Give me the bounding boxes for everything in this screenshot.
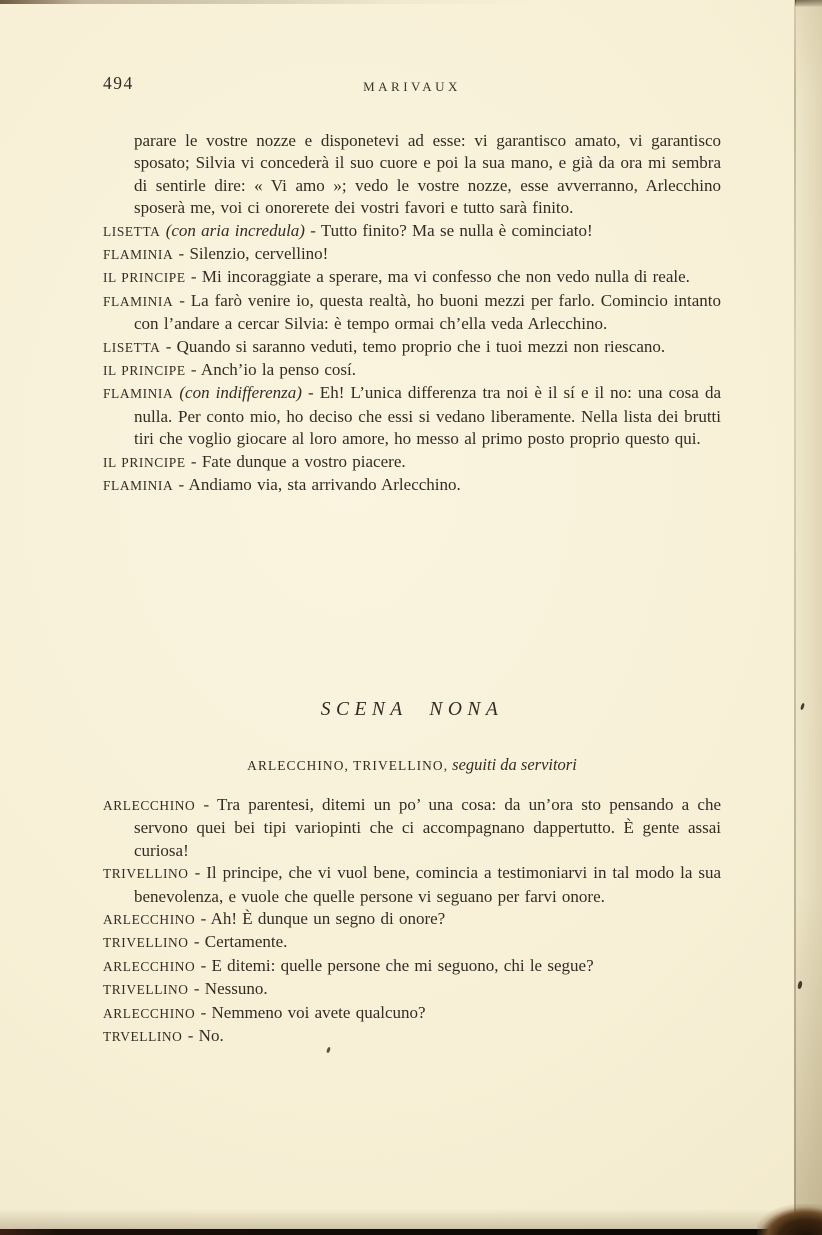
dialogue-paragraph: [103, 908, 721, 931]
cast-names: ARLECCHINO, TRIVELLINO,: [247, 758, 449, 773]
speaker-label: LISETTA: [103, 223, 161, 239]
scan-bottom-shadow: [0, 1209, 822, 1229]
speech-text: - Tutto finito? Ma se nulla è cominciato!: [310, 220, 593, 240]
scan-bottom-edge: [0, 1229, 822, 1235]
scan-top-edge: [0, 0, 822, 4]
page-fold-line: [794, 0, 796, 1235]
speaker-label: TRIVELLINO: [103, 935, 189, 951]
speech-text: - Eh! L’unica differenza tra noi è il sí e il no: una cosa da nulla. Per conto mio, ho deciso che essi si vedano liberamente. Nella lista dei brutti tiri che voglio giocare al loro amore, ho messo al primo posto proprio questo qui.: [134, 383, 721, 449]
speaker-label: IL PRINCIPE: [103, 270, 186, 286]
speaker-label: FLAMINIA: [103, 478, 174, 494]
dialogue-paragraph: [103, 130, 721, 220]
speech-text: - La farò venire io, questa realtà, ho buoni mezzi per farlo. Comincio intanto con l’andare a cercar Silvia: è tempo ormai ch’ella veda Arlecchino.: [134, 290, 721, 334]
speech-text: - Quando si saranno veduti, temo proprio che i tuoi mezzi non riescano.: [165, 336, 666, 356]
dialogue-paragraph: [103, 451, 721, 474]
speaker-label: ARLECCHINO: [103, 958, 196, 974]
dialogue-paragraph: [103, 931, 721, 954]
speech-text: - Ah! È dunque un segno di onore?: [200, 909, 446, 929]
speaker-label: FLAMINIA: [103, 293, 174, 309]
speech-text: - No.: [187, 1026, 224, 1046]
ink-speck: [326, 1047, 331, 1054]
speech-text: - Tra parentesi, ditemi un po’ una cosa: da un’ora sto pensando a che servono quei bei tipi variopinti che ci accompagnano dappertutto. È gente assai curiosa!: [134, 795, 721, 860]
scene-cast-line: [103, 755, 721, 775]
speaker-label: FLAMINIA: [103, 386, 174, 402]
speaker-label: ARLECCHINO: [103, 798, 196, 813]
dialogue-paragraph: [103, 266, 721, 289]
dialogue-paragraph: [103, 1025, 721, 1048]
speaker-label: FLAMINIA: [103, 247, 174, 263]
speech-text: - Il principe, che vi vuol bene, comincia a testimoniarvi in tal modo la sua benevolenza, e vuole che quelle persone vi seguano per farvi onore.: [134, 863, 721, 906]
speech-text: - E ditemi: quelle persone che mi seguono, chi le segue?: [200, 955, 594, 975]
scan-corner-shadow: [757, 1204, 822, 1235]
stage-direction: (con aria incredula): [165, 220, 305, 240]
speech-text: - Andiamo via, sta arrivando Arlecchino.: [178, 475, 461, 495]
dialogue-paragraph: [103, 382, 721, 450]
scene-heading: SCENA NONA: [320, 699, 504, 720]
speaker-label: IL PRINCIPE: [103, 454, 186, 470]
page-number: 494: [103, 73, 134, 93]
dialogue-paragraph: [103, 336, 721, 359]
speaker-label: ARLECCHINO: [103, 1005, 196, 1021]
dialogue-block-scene: [103, 794, 721, 1048]
dialogue-block-act: [103, 130, 721, 498]
page-edge-strip: [796, 0, 822, 1235]
speaker-label: IL PRINCIPE: [103, 363, 186, 379]
speech-text: - Certamente.: [193, 932, 288, 952]
dialogue-paragraph: [103, 794, 721, 862]
dialogue-paragraph: [103, 474, 721, 497]
dialogue-paragraph: [103, 359, 721, 382]
dialogue-paragraph: [103, 978, 721, 1001]
speech-text: - Fate dunque a vostro piacere.: [190, 451, 406, 471]
stage-direction: (con indifferenza): [179, 383, 302, 403]
dialogue-paragraph: [103, 1002, 721, 1025]
speech-text: - Nessuno.: [193, 979, 268, 999]
speech-text: - Mi incoraggiate a sperare, ma vi confesso che non vedo nulla di reale.: [190, 267, 690, 287]
speech-text: - Nemmeno voi avete qualcuno?: [200, 1002, 426, 1022]
speech-text: - Anch’io la penso cosí.: [190, 360, 356, 380]
dialogue-paragraph: [103, 955, 721, 978]
dialogue-paragraph: [103, 220, 721, 243]
running-head: MARIVAUX: [363, 79, 461, 94]
dialogue-paragraph: [103, 243, 721, 266]
speech-text: parare le vostre nozze e disponetevi ad esse: vi garantisco amato, vi garantisco sposato; Silvia vi concederà il suo cuore e poi la sua mano, e già da ora mi sembra di sentirle dire: « Vi amo »; vedo le vostre nozze, esse avverranno, Arlecchino sposerà me, voi ci onorerete dei vostri favori e tutto sarà finito.: [134, 131, 721, 218]
speech-text: - Silenzio, cervellino!: [178, 244, 329, 264]
speaker-label: LISETTA: [103, 339, 161, 355]
speaker-label: TRIVELLINO: [103, 982, 189, 998]
speaker-label: TRVELLINO: [103, 1029, 183, 1045]
speaker-label: ARLECCHINO: [103, 912, 196, 928]
speaker-label: TRIVELLINO: [103, 866, 189, 882]
dialogue-paragraph: [103, 862, 721, 908]
dialogue-paragraph: [103, 290, 721, 336]
cast-stage-direction: seguiti da servitori: [452, 755, 577, 774]
